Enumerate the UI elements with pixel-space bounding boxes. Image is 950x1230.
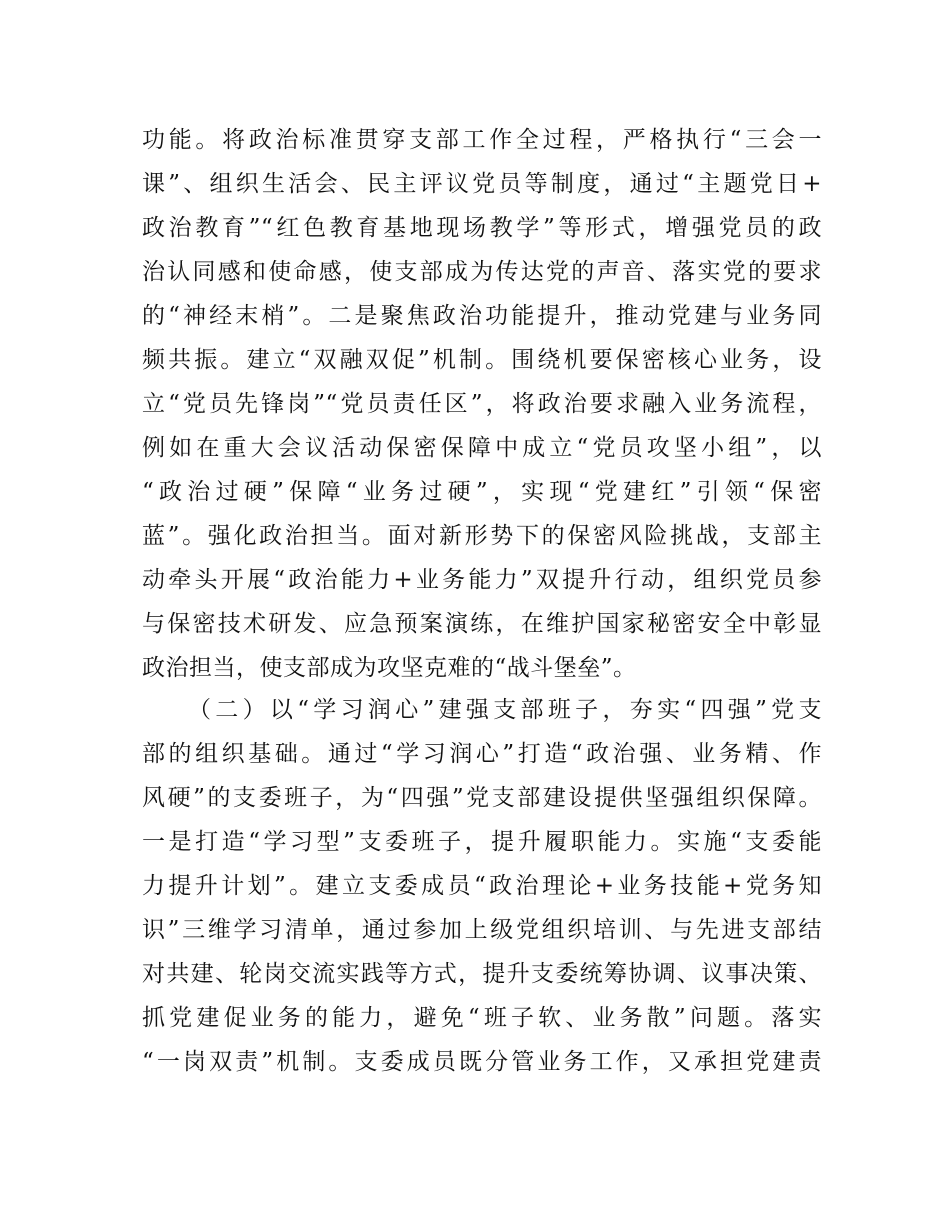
text-line: 部的组织基础。通过“学习润心”打造“政治强、业务精、作 bbox=[142, 741, 822, 767]
text-line: 课”、组织生活会、民主评议党员等制度，通过“主题党日+ bbox=[142, 171, 822, 197]
text-line: 对共建、轮岗交流实践等方式，提升支委统筹协调、议事决策、 bbox=[142, 961, 822, 987]
text-line: “政治过硬”保障“业务过硬”，实现“党建红”引领“保密 bbox=[142, 479, 822, 505]
text-line: 频共振。建立“双融双促”机制。围绕机要保密核心业务，设 bbox=[142, 347, 822, 373]
text-line: 蓝”。强化政治担当。面对新形势下的保密风险挑战，支部主 bbox=[142, 523, 822, 549]
text-line: 一是打造“学习型”支委班子，提升履职能力。实施“支委能 bbox=[142, 829, 822, 855]
section-heading-line: （二）以“学习润心”建强支部班子，夯实“四强”党支 bbox=[188, 697, 822, 723]
paragraph-2 bbox=[142, 688, 822, 1084]
text-line: 功能。将政治标准贯穿支部工作全过程，严格执行“三会一 bbox=[142, 127, 822, 153]
text-line: “一岗双责”机制。支委成员既分管业务工作，又承担党建责 bbox=[142, 1049, 822, 1075]
text-line: 的“神经末梢”。二是聚焦政治功能提升，推动党建与业务同 bbox=[142, 303, 822, 329]
text-line: 治认同感和使命感，使支部成为传达党的声音、落实党的要求 bbox=[142, 259, 822, 285]
text-line: 动牵头开展“政治能力+业务能力”双提升行动，组织党员参 bbox=[142, 567, 822, 593]
text-line: 力提升计划”。建立支委成员“政治理论+业务技能+党务知 bbox=[142, 873, 822, 899]
text-line: 例如在重大会议活动保密保障中成立“党员攻坚小组”，以 bbox=[142, 435, 822, 461]
text-line: 抓党建促业务的能力，避免“班子软、业务散”问题。落实 bbox=[142, 1005, 822, 1031]
text-line: 立“党员先锋岗”“党员责任区”，将政治要求融入业务流程， bbox=[142, 391, 822, 417]
text-line: 与保密技术研发、应急预案演练，在维护国家秘密安全中彰显 bbox=[142, 611, 822, 637]
text-line: 政治教育”“红色教育基地现场教学”等形式，增强党员的政 bbox=[142, 215, 822, 241]
paragraph-1 bbox=[142, 118, 822, 690]
text-line: 政治担当，使支部成为攻坚克难的“战斗堡垒”。 bbox=[142, 655, 637, 681]
text-line: 识”三维学习清单，通过参加上级党组织培训、与先进支部结 bbox=[142, 917, 822, 943]
text-line: 风硬”的支委班子，为“四强”党支部建设提供坚强组织保障。 bbox=[142, 785, 822, 811]
